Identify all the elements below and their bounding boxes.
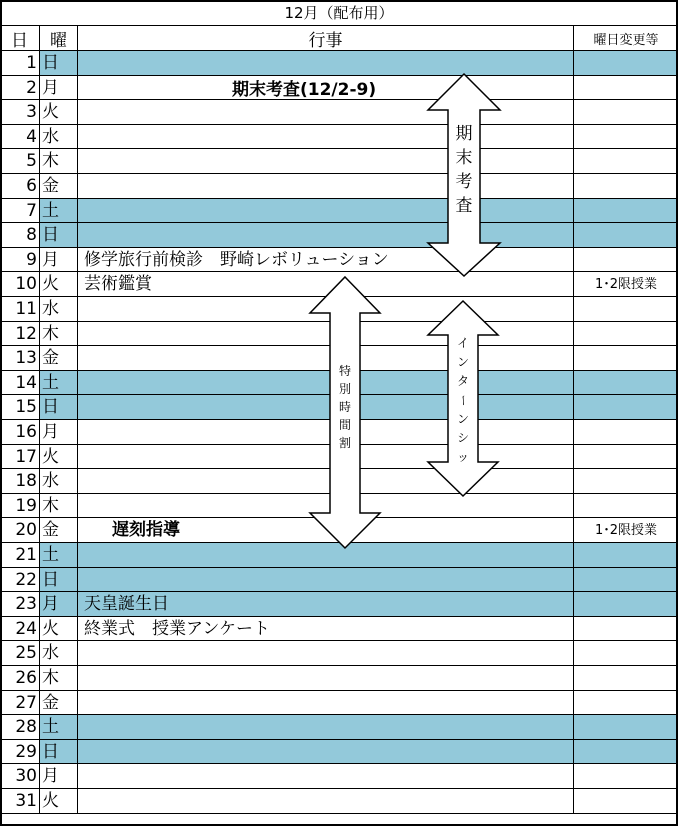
event-cell: 芸術鑑賞 bbox=[78, 272, 574, 297]
note-cell: 1･2限授業 bbox=[574, 518, 678, 543]
day-cell: 15 bbox=[0, 395, 40, 420]
day-cell: 11 bbox=[0, 297, 40, 322]
note-cell: 1･2限授業 bbox=[574, 272, 678, 297]
day-cell: 4 bbox=[0, 125, 40, 149]
day-cell: 9 bbox=[0, 248, 40, 272]
dow-cell: 水 bbox=[40, 297, 78, 322]
day-cell: 1 bbox=[0, 51, 40, 76]
dow-cell: 木 bbox=[40, 666, 78, 691]
day-cell: 22 bbox=[0, 568, 40, 592]
dow-cell: 日 bbox=[40, 51, 78, 76]
day-cell: 28 bbox=[0, 715, 40, 740]
dow-cell: 木 bbox=[40, 149, 78, 174]
dow-cell: 土 bbox=[40, 715, 78, 740]
header-note: 曜日変更等 bbox=[574, 26, 678, 51]
dow-cell: 土 bbox=[40, 199, 78, 223]
exam-period-label: 期末考査(12/2-9) bbox=[232, 80, 377, 100]
dow-cell: 土 bbox=[40, 543, 78, 568]
event-cell: 修学旅行前検診 野崎レボリューション bbox=[78, 248, 574, 272]
day-cell: 18 bbox=[0, 469, 40, 494]
event-cell: 終業式 授業アンケート bbox=[78, 617, 574, 641]
day-cell: 30 bbox=[0, 764, 40, 789]
special-arrow-text: 特 別 時 間 割 bbox=[338, 364, 351, 450]
dow-cell: 日 bbox=[40, 568, 78, 592]
day-cell: 26 bbox=[0, 666, 40, 691]
exam-arrow-text: 期 末 考 査 bbox=[455, 124, 473, 216]
day-cell: 2 bbox=[0, 76, 40, 100]
header-dow: 曜 bbox=[40, 26, 78, 51]
dow-cell: 日 bbox=[40, 740, 78, 764]
page-title: 12月（配布用） bbox=[0, 0, 678, 26]
day-cell: 27 bbox=[0, 691, 40, 715]
event-cell: 天皇誕生日 bbox=[78, 592, 574, 617]
dow-cell: 月 bbox=[40, 592, 78, 617]
day-cell: 23 bbox=[0, 592, 40, 617]
dow-cell: 金 bbox=[40, 174, 78, 199]
dow-cell: 月 bbox=[40, 248, 78, 272]
dow-cell: 木 bbox=[40, 494, 78, 518]
day-cell: 3 bbox=[0, 100, 40, 125]
event-cell: 遅刻指導 bbox=[78, 518, 574, 543]
dow-cell: 金 bbox=[40, 518, 78, 543]
header-event: 行事 bbox=[78, 26, 574, 51]
day-cell: 29 bbox=[0, 740, 40, 764]
dow-cell: 月 bbox=[40, 420, 78, 445]
dow-cell: 火 bbox=[40, 617, 78, 641]
day-cell: 7 bbox=[0, 199, 40, 223]
day-cell: 25 bbox=[0, 641, 40, 666]
dow-cell: 火 bbox=[40, 789, 78, 814]
day-cell: 16 bbox=[0, 420, 40, 445]
day-cell: 8 bbox=[0, 223, 40, 248]
dow-cell: 月 bbox=[40, 76, 78, 100]
dow-cell: 日 bbox=[40, 395, 78, 420]
dow-cell: 土 bbox=[40, 371, 78, 395]
day-cell: 24 bbox=[0, 617, 40, 641]
day-cell: 13 bbox=[0, 346, 40, 371]
dow-cell: 火 bbox=[40, 272, 78, 297]
day-cell: 19 bbox=[0, 494, 40, 518]
dow-cell: 火 bbox=[40, 100, 78, 125]
intern-arrow-text: イ ン タ ー ン シ ッ bbox=[456, 336, 471, 464]
dow-cell: 金 bbox=[40, 691, 78, 715]
day-cell: 21 bbox=[0, 543, 40, 568]
dow-cell: 金 bbox=[40, 346, 78, 371]
day-cell: 31 bbox=[0, 789, 40, 814]
day-cell: 6 bbox=[0, 174, 40, 199]
day-cell: 14 bbox=[0, 371, 40, 395]
dow-cell: 火 bbox=[40, 445, 78, 469]
dow-cell: 日 bbox=[40, 223, 78, 248]
day-cell: 20 bbox=[0, 518, 40, 543]
dow-cell: 月 bbox=[40, 764, 78, 789]
dow-cell: 水 bbox=[40, 641, 78, 666]
dow-cell: 水 bbox=[40, 469, 78, 494]
day-cell: 5 bbox=[0, 149, 40, 174]
dow-cell: 木 bbox=[40, 322, 78, 346]
day-cell: 12 bbox=[0, 322, 40, 346]
day-cell: 17 bbox=[0, 445, 40, 469]
header-day: 日 bbox=[0, 26, 40, 51]
dow-cell: 水 bbox=[40, 125, 78, 149]
day-cell: 10 bbox=[0, 272, 40, 297]
